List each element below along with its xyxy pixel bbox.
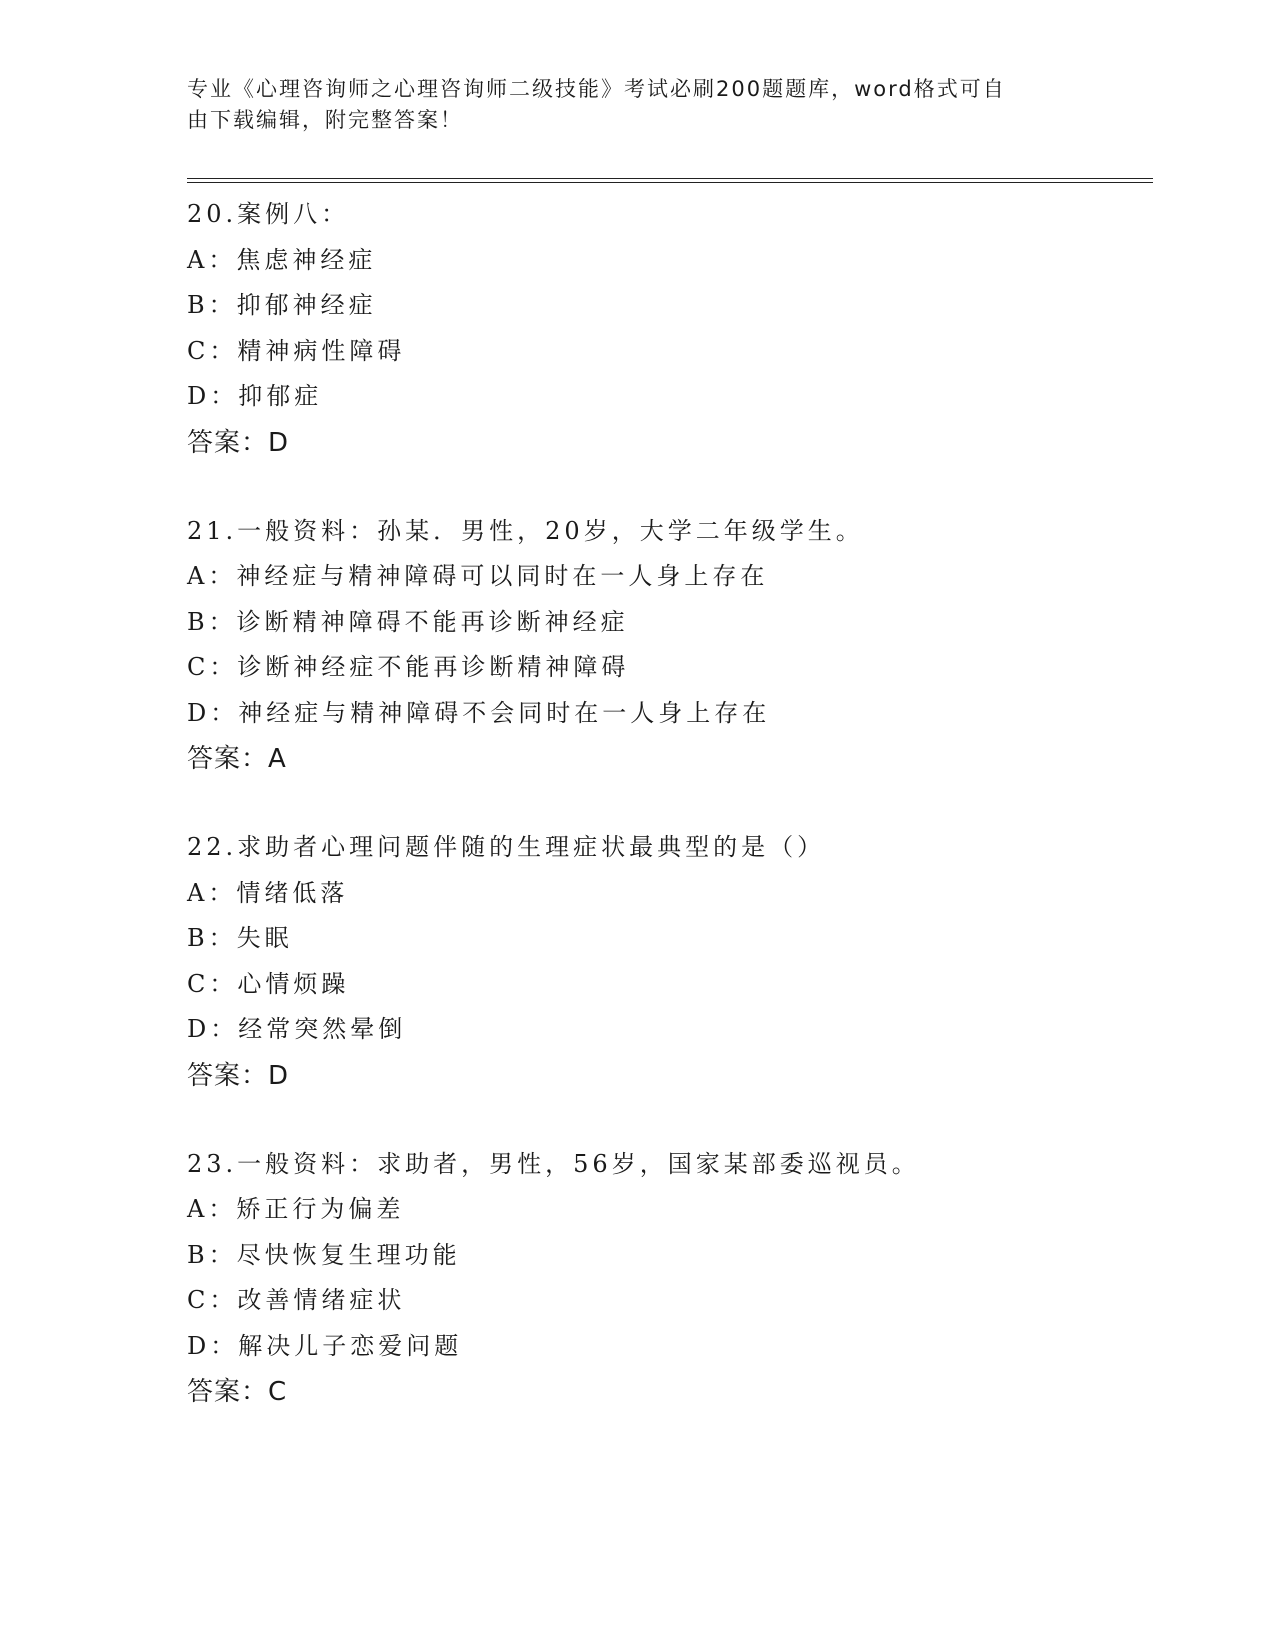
option-d: D：解决儿子恋爱问题 — [187, 1331, 463, 1360]
option-d: D：神经症与精神障碍不会同时在一人身上存在 — [187, 698, 771, 727]
question-21 — [187, 509, 1153, 783]
answer-line: 答案：A — [187, 744, 287, 774]
option-c: C：精神病性障碍 — [187, 336, 406, 365]
answer-line: 答案：C — [187, 1377, 288, 1407]
question-stem: 21.一般资料：孙某．男性，20岁，大学二年级学生。 — [187, 516, 864, 545]
question-23 — [187, 1142, 1153, 1416]
option-c: C：改善情绪症状 — [187, 1286, 406, 1314]
option-a: A：神经症与精神障碍可以同时在一人身上存在 — [187, 562, 769, 590]
header-divider — [187, 178, 1153, 183]
question-stem: 23.一般资料：求助者，男性，56岁，国家某部委巡视员。 — [187, 1149, 920, 1178]
option-b: B：抑郁神经症 — [187, 291, 377, 319]
option-a: A：焦虑神经症 — [187, 245, 377, 274]
option-a: A：情绪低落 — [187, 878, 349, 907]
option-c: C：诊断神经症不能再诊断精神障碍 — [187, 653, 630, 681]
option-b: B：尽快恢复生理功能 — [187, 1240, 461, 1269]
answer-line: 答案：D — [187, 427, 290, 458]
question-stem: 20.案例八： — [187, 200, 350, 228]
question-22 — [187, 825, 1153, 1099]
option-b: B：失眠 — [187, 924, 293, 952]
header-line-2: 由下载编辑，附完整答案！ — [187, 108, 463, 132]
option-b: B：诊断精神障碍不能再诊断神经症 — [187, 607, 629, 636]
option-d: D：抑郁症 — [187, 382, 323, 410]
question-list — [187, 192, 1153, 1458]
option-a: A：矫正行为偏差 — [187, 1195, 405, 1223]
answer-line: 答案：D — [187, 1060, 290, 1091]
document-header — [187, 74, 1067, 136]
header-line-1: 专业《心理咨询师之心理咨询师二级技能》考试必刷200题题库，word格式可自 — [187, 77, 1006, 101]
question-20 — [187, 192, 1153, 466]
option-d: D：经常突然晕倒 — [187, 1015, 407, 1043]
option-c: C：心情烦躁 — [187, 969, 350, 998]
question-stem: 22.求助者心理问题伴随的生理症状最典型的是（） — [187, 833, 826, 861]
